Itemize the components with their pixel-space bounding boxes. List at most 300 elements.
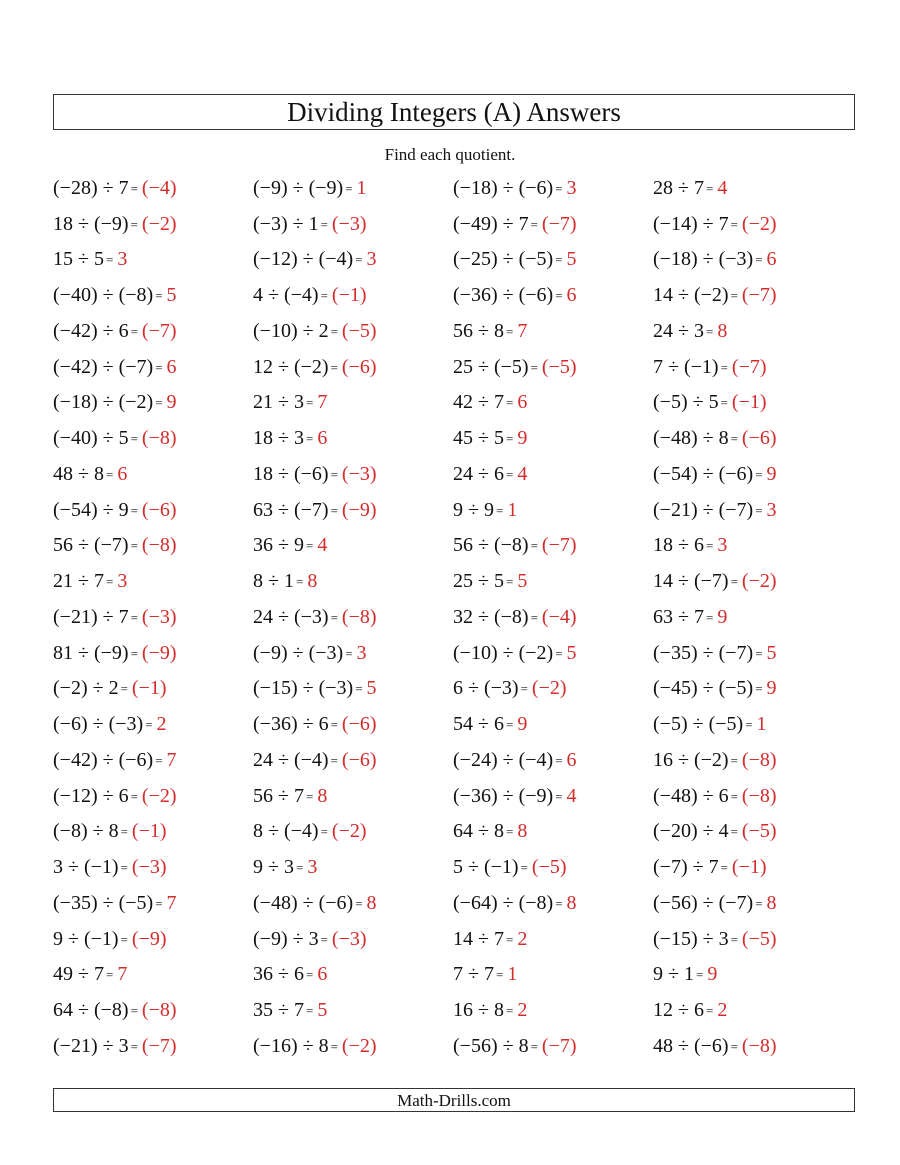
- equals-sign: =: [330, 502, 338, 518]
- equals-sign: =: [730, 752, 738, 768]
- problem-question: 48 ÷ 8: [53, 462, 104, 485]
- equals-sign: =: [320, 216, 328, 232]
- problem: [653, 750, 853, 770]
- problem-answer: (−8): [141, 534, 177, 557]
- equals-sign: =: [555, 180, 563, 196]
- problem-row: [53, 921, 853, 957]
- equals-sign: =: [705, 538, 714, 554]
- problem: [453, 714, 653, 734]
- problem-question: 63 ÷ (−7): [253, 498, 329, 521]
- problem-question: (−42) ÷ (−6): [53, 748, 154, 771]
- equals-sign: =: [520, 681, 528, 697]
- problem-answer: 3: [117, 248, 128, 271]
- problem-question: 18 ÷ (−9): [53, 212, 129, 235]
- equals-sign: =: [755, 895, 763, 911]
- equals-sign: =: [755, 466, 763, 482]
- problem: [53, 1000, 253, 1020]
- problem: [653, 929, 853, 949]
- problem-question: (−5) ÷ (−5): [653, 713, 744, 736]
- problem-question: (−56) ÷ (−7): [653, 891, 754, 914]
- problem: [53, 678, 253, 698]
- problem-question: (−45) ÷ (−5): [653, 677, 754, 700]
- problem: [253, 357, 453, 377]
- problem: [653, 1036, 853, 1056]
- problem-question: 15 ÷ 5: [53, 248, 104, 271]
- problem-question: 16 ÷ 8: [453, 999, 504, 1022]
- equals-sign: =: [105, 574, 114, 590]
- problem-question: 32 ÷ (−8): [453, 605, 529, 628]
- problem: [253, 929, 453, 949]
- problem: [253, 607, 453, 627]
- problem-question: (−64) ÷ (−8): [453, 891, 554, 914]
- equals-sign: =: [555, 752, 563, 768]
- problem-question: (−9) ÷ 3: [253, 927, 319, 950]
- equals-sign: =: [755, 681, 763, 697]
- problem-answer: 2: [156, 713, 167, 736]
- problem-question: 54 ÷ 6: [453, 713, 504, 736]
- problem-row: [53, 420, 853, 456]
- problem-question: 12 ÷ (−2): [253, 355, 329, 378]
- equals-sign: =: [705, 180, 714, 196]
- problem: [253, 321, 453, 341]
- problem-question: 8 ÷ 1: [253, 570, 294, 593]
- equals-sign: =: [130, 431, 138, 447]
- problem: [653, 893, 853, 913]
- problem-question: (−35) ÷ (−7): [653, 641, 754, 664]
- equals-sign: =: [730, 288, 738, 304]
- problem-answer: 9: [166, 391, 177, 414]
- problem-answer: 3: [566, 176, 577, 199]
- problem-answer: (−6): [341, 748, 377, 771]
- equals-sign: =: [505, 395, 514, 411]
- equals-sign: =: [555, 288, 563, 304]
- problem: [53, 750, 253, 770]
- equals-sign: =: [705, 609, 714, 625]
- equals-sign: =: [330, 359, 338, 375]
- problem: [253, 571, 453, 591]
- problem: [253, 1000, 453, 1020]
- problem-answer: 8: [766, 891, 777, 914]
- problem-question: 14 ÷ (−2): [653, 284, 729, 307]
- problem-answer: 6: [517, 391, 528, 414]
- problem-row: [53, 742, 853, 778]
- problem-question: (−2) ÷ 2: [53, 677, 119, 700]
- problem: [453, 214, 653, 234]
- problem: [453, 285, 653, 305]
- problem-question: 45 ÷ 5: [453, 427, 504, 450]
- problem: [453, 750, 653, 770]
- problem-question: 81 ÷ (−9): [53, 641, 129, 664]
- problem-question: (−12) ÷ 6: [53, 784, 129, 807]
- problem-question: 4 ÷ (−4): [253, 284, 319, 307]
- problem: [253, 964, 453, 984]
- equals-sign: =: [505, 824, 514, 840]
- problem-answer: (−6): [341, 355, 377, 378]
- problem-row: [53, 992, 853, 1028]
- problem-question: 49 ÷ 7: [53, 963, 104, 986]
- problem-row: [53, 242, 853, 278]
- problem-question: (−9) ÷ (−9): [253, 176, 344, 199]
- equals-sign: =: [130, 1003, 138, 1019]
- problem-answer: 9: [766, 677, 777, 700]
- problem: [653, 786, 853, 806]
- problem: [453, 678, 653, 698]
- problem-answer: 4: [317, 534, 328, 557]
- problem-row: [53, 313, 853, 349]
- problem-question: 64 ÷ 8: [453, 820, 504, 843]
- problem-question: (−24) ÷ (−4): [453, 748, 554, 771]
- problem-question: (−15) ÷ 3: [653, 927, 729, 950]
- problem-answer: (−3): [331, 212, 367, 235]
- equals-sign: =: [355, 681, 363, 697]
- equals-sign: =: [505, 717, 514, 733]
- problem-answer: (−7): [141, 1034, 177, 1057]
- equals-sign: =: [530, 359, 538, 375]
- problem-answer: 7: [317, 391, 328, 414]
- equals-sign: =: [505, 931, 514, 947]
- problem-question: 64 ÷ (−8): [53, 999, 129, 1022]
- problem: [53, 607, 253, 627]
- problem: [653, 571, 853, 591]
- equals-sign: =: [330, 717, 338, 733]
- problem-answer: (−9): [141, 641, 177, 664]
- problem-answer: 2: [517, 999, 528, 1022]
- problem-row: [53, 456, 853, 492]
- equals-sign: =: [755, 502, 763, 518]
- title-text: Dividing Integers (A) Answers: [287, 96, 621, 127]
- problem: [453, 643, 653, 663]
- problem: [53, 285, 253, 305]
- problem: [253, 821, 453, 841]
- problem-answer: 9: [766, 462, 777, 485]
- equals-sign: =: [720, 860, 728, 876]
- equals-sign: =: [705, 1003, 714, 1019]
- problem-row: [53, 1028, 853, 1064]
- problem: [653, 535, 853, 555]
- problem-question: (−36) ÷ (−9): [453, 784, 554, 807]
- problem-answer: (−6): [141, 498, 177, 521]
- equals-sign: =: [155, 359, 163, 375]
- problem: [453, 821, 653, 841]
- problem-answer: 6: [566, 284, 577, 307]
- problem-answer: (−5): [531, 856, 567, 879]
- equals-sign: =: [730, 931, 738, 947]
- equals-sign: =: [555, 252, 563, 268]
- problem-answer: (−8): [141, 999, 177, 1022]
- equals-sign: =: [155, 288, 163, 304]
- problem: [253, 857, 453, 877]
- worksheet-title: [53, 94, 855, 130]
- problem: [653, 500, 853, 520]
- problem: [453, 464, 653, 484]
- equals-sign: =: [130, 645, 138, 661]
- problem-answer: 3: [117, 570, 128, 593]
- problem-answer: 5: [766, 641, 777, 664]
- equals-sign: =: [495, 967, 504, 983]
- equals-sign: =: [155, 752, 163, 768]
- problem-row: [53, 563, 853, 599]
- problem: [53, 857, 253, 877]
- problem-question: (−9) ÷ (−3): [253, 641, 344, 664]
- problem-question: (−40) ÷ 5: [53, 427, 129, 450]
- problem-answer: (−7): [731, 355, 767, 378]
- instructions: Find each quotient.: [384, 145, 516, 164]
- problem-answer: (−3): [131, 856, 167, 879]
- problem-answer: (−1): [131, 677, 167, 700]
- equals-sign: =: [355, 895, 363, 911]
- problem-question: (−16) ÷ 8: [253, 1034, 329, 1057]
- problem-row: [53, 528, 853, 564]
- problem: [53, 929, 253, 949]
- problem: [53, 1036, 253, 1056]
- problem: [653, 321, 853, 341]
- problem: [53, 214, 253, 234]
- equals-sign: =: [130, 1038, 138, 1054]
- problem-answer: (−5): [341, 319, 377, 342]
- problem-answer: (−2): [331, 820, 367, 843]
- problem: [653, 285, 853, 305]
- problem: [453, 786, 653, 806]
- equals-sign: =: [330, 1038, 338, 1054]
- problem-question: 14 ÷ (−7): [653, 570, 729, 593]
- equals-sign: =: [320, 288, 328, 304]
- problem-answer: (−5): [741, 927, 777, 950]
- equals-sign: =: [345, 645, 353, 661]
- problem-answer: (−2): [741, 570, 777, 593]
- problem-answer: (−6): [341, 713, 377, 736]
- problem: [53, 786, 253, 806]
- problem-question: (−49) ÷ 7: [453, 212, 529, 235]
- problem-question: 36 ÷ 6: [253, 963, 304, 986]
- equals-sign: =: [305, 788, 314, 804]
- equals-sign: =: [320, 824, 328, 840]
- problem: [453, 500, 653, 520]
- problem-question: (−42) ÷ (−7): [53, 355, 154, 378]
- problem-row: [53, 635, 853, 671]
- problem-question: 36 ÷ 9: [253, 534, 304, 557]
- problem: [453, 321, 653, 341]
- problem-answer: (−1): [331, 284, 367, 307]
- problem-answer: (−1): [131, 820, 167, 843]
- equals-sign: =: [730, 216, 738, 232]
- equals-sign: =: [320, 931, 328, 947]
- problem-answer: 7: [166, 748, 177, 771]
- problem-question: (−35) ÷ (−5): [53, 891, 154, 914]
- problem-answer: 6: [566, 748, 577, 771]
- problem-answer: 8: [566, 891, 577, 914]
- equals-sign: =: [530, 609, 538, 625]
- problem-answer: 5: [566, 641, 577, 664]
- problem-question: 56 ÷ 7: [253, 784, 304, 807]
- problem: [53, 464, 253, 484]
- problem: [53, 428, 253, 448]
- equals-sign: =: [555, 645, 563, 661]
- problem-answer: (−9): [131, 927, 167, 950]
- problem-answer: 1: [507, 498, 518, 521]
- problem-answer: (−2): [531, 677, 567, 700]
- equals-sign: =: [120, 824, 128, 840]
- problem: [653, 857, 853, 877]
- problem-answer: (−7): [141, 319, 177, 342]
- problem-answer: 7: [517, 319, 528, 342]
- problem-answer: 7: [166, 891, 177, 914]
- problem: [253, 392, 453, 412]
- problem: [453, 929, 653, 949]
- equals-sign: =: [705, 323, 714, 339]
- problem-row: [53, 706, 853, 742]
- problem-question: (−6) ÷ (−3): [53, 713, 144, 736]
- equals-sign: =: [730, 1038, 738, 1054]
- equals-sign: =: [505, 574, 514, 590]
- problem-answer: (−6): [741, 427, 777, 450]
- problem-answer: (−1): [731, 856, 767, 879]
- problem: [253, 285, 453, 305]
- problem-answer: 9: [717, 605, 728, 628]
- equals-sign: =: [755, 252, 763, 268]
- problem: [253, 786, 453, 806]
- problem-answer: 8: [307, 570, 318, 593]
- problem-question: (−54) ÷ 9: [53, 498, 129, 521]
- problem-answer: 8: [517, 820, 528, 843]
- problem: [653, 392, 853, 412]
- problem-answer: 4: [517, 462, 528, 485]
- equals-sign: =: [130, 538, 138, 554]
- problem-question: (−3) ÷ 1: [253, 212, 319, 235]
- problem-answer: 5: [166, 284, 177, 307]
- problem: [253, 893, 453, 913]
- equals-sign: =: [330, 466, 338, 482]
- equals-sign: =: [305, 1003, 314, 1019]
- problem-question: 25 ÷ (−5): [453, 355, 529, 378]
- problem: [453, 857, 653, 877]
- equals-sign: =: [130, 502, 138, 518]
- problem: [253, 535, 453, 555]
- problem-answer: 9: [517, 713, 528, 736]
- problem: [53, 643, 253, 663]
- problem-question: (−12) ÷ (−4): [253, 248, 354, 271]
- problem-row: [53, 778, 853, 814]
- problem-answer: 4: [566, 784, 577, 807]
- problem-question: 5 ÷ (−1): [453, 856, 519, 879]
- problem-question: (−54) ÷ (−6): [653, 462, 754, 485]
- problem-row: [53, 349, 853, 385]
- problem: [253, 500, 453, 520]
- problem-question: 25 ÷ 5: [453, 570, 504, 593]
- problem-answer: (−2): [141, 212, 177, 235]
- equals-sign: =: [130, 788, 138, 804]
- problem: [253, 178, 453, 198]
- equals-sign: =: [305, 538, 314, 554]
- problem: [453, 392, 653, 412]
- problem-question: 24 ÷ (−4): [253, 748, 329, 771]
- equals-sign: =: [720, 395, 728, 411]
- problem: [453, 607, 653, 627]
- equals-sign: =: [130, 609, 138, 625]
- problem-row: [53, 957, 853, 993]
- problem-question: 24 ÷ 6: [453, 462, 504, 485]
- equals-sign: =: [130, 180, 138, 196]
- equals-sign: =: [305, 395, 314, 411]
- problem-question: (−18) ÷ (−3): [653, 248, 754, 271]
- problem-question: (−40) ÷ (−8): [53, 284, 154, 307]
- problem-question: (−42) ÷ 6: [53, 319, 129, 342]
- problem-answer: 3: [356, 641, 367, 664]
- equals-sign: =: [155, 395, 163, 411]
- problem: [653, 178, 853, 198]
- equals-sign: =: [120, 931, 128, 947]
- equals-sign: =: [155, 895, 163, 911]
- problem: [653, 464, 853, 484]
- problem-question: (−15) ÷ (−3): [253, 677, 354, 700]
- problem-question: (−10) ÷ (−2): [453, 641, 554, 664]
- problem: [53, 714, 253, 734]
- problem: [53, 964, 253, 984]
- problem-answer: (−3): [141, 605, 177, 628]
- problem-row: [53, 385, 853, 421]
- problem-answer: 4: [717, 176, 728, 199]
- equals-sign: =: [730, 431, 738, 447]
- problem-answer: 3: [307, 856, 318, 879]
- equals-sign: =: [730, 574, 738, 590]
- problem: [453, 428, 653, 448]
- problem: [253, 678, 453, 698]
- problem-question: (−18) ÷ (−6): [453, 176, 554, 199]
- problem-question: 3 ÷ (−1): [53, 856, 119, 879]
- equals-sign: =: [355, 252, 363, 268]
- problem: [253, 750, 453, 770]
- problem-question: 7 ÷ 7: [453, 963, 494, 986]
- problem: [653, 249, 853, 269]
- problem: [653, 678, 853, 698]
- equals-sign: =: [505, 466, 514, 482]
- problem-question: 8 ÷ (−4): [253, 820, 319, 843]
- equals-sign: =: [755, 645, 763, 661]
- problem: [253, 643, 453, 663]
- problem-grid: [53, 170, 853, 1064]
- equals-sign: =: [730, 824, 738, 840]
- problem: [53, 893, 253, 913]
- problem: [53, 357, 253, 377]
- problem-question: 24 ÷ 3: [653, 319, 704, 342]
- equals-sign: =: [505, 431, 514, 447]
- problem-answer: (−4): [141, 176, 177, 199]
- problem-answer: (−8): [141, 427, 177, 450]
- equals-sign: =: [730, 788, 738, 804]
- problem-question: (−20) ÷ 4: [653, 820, 729, 843]
- equals-sign: =: [120, 681, 128, 697]
- problem-answer: 2: [517, 927, 528, 950]
- problem: [453, 964, 653, 984]
- problem: [653, 357, 853, 377]
- problem-answer: 3: [766, 498, 777, 521]
- problem-answer: 6: [317, 427, 328, 450]
- problem: [53, 571, 253, 591]
- problem-question: (−36) ÷ 6: [253, 713, 329, 736]
- equals-sign: =: [330, 752, 338, 768]
- problem-question: (−21) ÷ 3: [53, 1034, 129, 1057]
- problem: [253, 1036, 453, 1056]
- equals-sign: =: [745, 717, 753, 733]
- problem: [53, 321, 253, 341]
- problem-answer: 8: [366, 891, 377, 914]
- problem: [453, 178, 653, 198]
- problem-row: [53, 492, 853, 528]
- equals-sign: =: [530, 216, 538, 232]
- equals-sign: =: [305, 431, 314, 447]
- equals-sign: =: [555, 895, 563, 911]
- problem-question: 56 ÷ (−8): [453, 534, 529, 557]
- problem-answer: 9: [517, 427, 528, 450]
